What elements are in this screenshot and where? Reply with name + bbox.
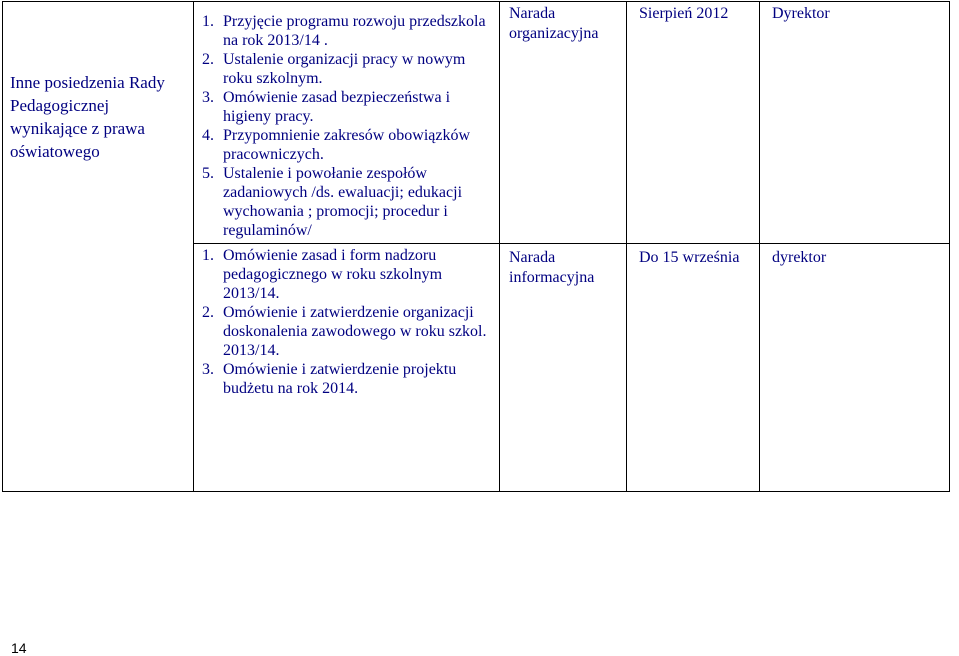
list-item: 2. Ustalenie organizacji pracy w nowym roku szkolnym.	[202, 51, 466, 87]
form-cell	[500, 244, 627, 492]
list-item: 4. Przypomnienie zakresów obowiązków pracowniczych.	[202, 127, 471, 163]
list-item: 1. Przyjęcie programu rozwoju przedszkola na rok 2013/14 .	[202, 13, 486, 49]
meeting-form: Narada organizacyjna	[509, 5, 599, 42]
agenda-list	[194, 244, 499, 398]
meeting-date: Sierpień 2012	[639, 5, 729, 22]
responsible-person: Dyrektor	[772, 5, 830, 22]
responsible-person: dyrektor	[772, 249, 827, 266]
meeting-form: Narada informacyjna	[509, 249, 595, 286]
category-label: Inne posiedzenia Rady Pedagogicznej wynikające z prawa oświatowego	[10, 73, 165, 161]
person-cell	[760, 244, 950, 492]
person-cell	[760, 2, 950, 244]
list-item: 5. Ustalenie i powołanie zespołów zadaniowych /ds. ewaluacji; edukacji wychowania ; promocji; procedur i regulaminów/	[202, 165, 463, 239]
agenda-cell	[194, 244, 500, 492]
meetings-table	[2, 1, 950, 492]
agenda-cell	[194, 2, 500, 244]
form-cell	[500, 2, 627, 244]
agenda-list	[194, 2, 499, 240]
meeting-date: Do 15 września	[639, 249, 740, 266]
category-cell	[3, 2, 194, 492]
date-cell	[627, 244, 760, 492]
list-item: 1. Omówienie zasad i form nadzoru pedagogicznego w roku szkolnym 2013/14.	[202, 247, 443, 302]
table-row	[3, 2, 950, 244]
list-item: 2. Omówienie i zatwierdzenie organizacji doskonalenia zawodowego w roku szkol. 2013/14.	[202, 304, 487, 359]
date-cell	[627, 2, 760, 244]
list-item: 3. Omówienie zasad bezpieczeństwa i higieny pracy.	[202, 89, 451, 125]
page-number: 14	[11, 640, 27, 656]
list-item: 3. Omówienie i zatwierdzenie projektu budżetu na rok 2014.	[202, 361, 457, 397]
